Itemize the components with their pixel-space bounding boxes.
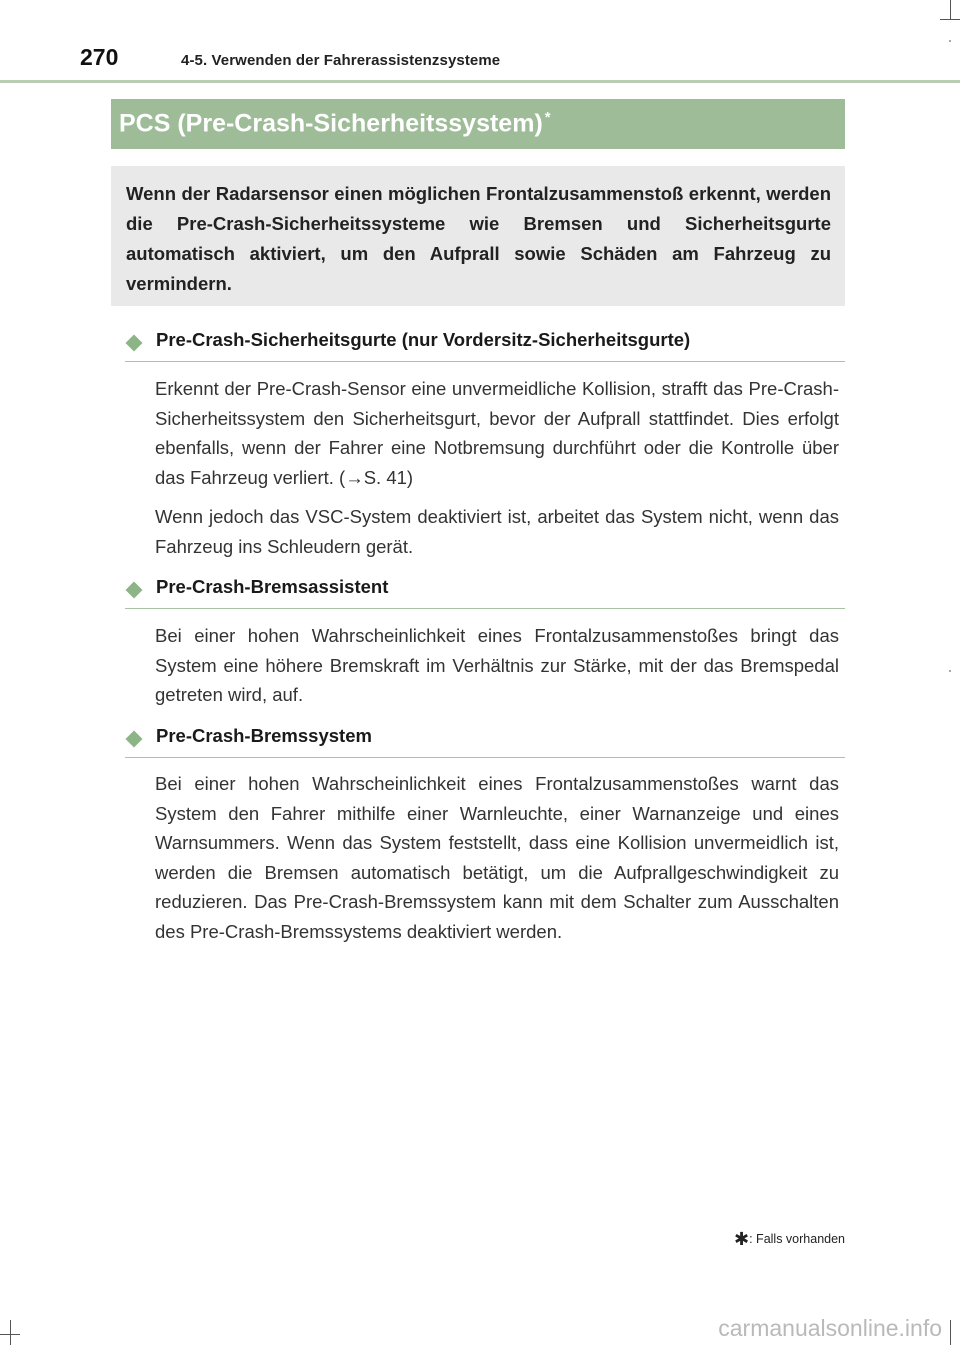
section-title-text: PCS (Pre-Crash-Sicherheitssystem) <box>119 109 543 138</box>
crop-mark <box>0 1334 20 1335</box>
footnote <box>734 1229 845 1250</box>
section-heading-text: Pre-Crash-Bremssystem <box>156 725 372 746</box>
paragraph: Bei einer hohen Wahrscheinlichkeit eines Frontalzusammenstoßes bringt das System eine höhere Bremskraft im Verhältnis zur Stärke, mit der das Bremspedal getreten wird, auf. <box>155 625 839 705</box>
paragraph: Wenn jedoch das VSC-System deaktiviert ist, arbeitet das System nicht, wenn das Fahrzeug ins Schleudern gerät. <box>155 506 839 557</box>
intro-box <box>111 166 845 306</box>
section-heading <box>125 578 845 609</box>
chapter-title: 4-5. Verwenden der Fahrerassistenzsysteme <box>181 52 501 69</box>
section-title <box>119 109 551 138</box>
registration-dot <box>949 40 951 42</box>
crop-mark <box>950 0 951 20</box>
paragraph: Bei einer hohen Wahrscheinlichkeit eines Frontalzusammenstoßes warnt das System den Fahrer mithilfe einer Warnleuchte, einer Warnanzeige und eines Warnsummers. Wenn das System feststellt, dass eine Kollision unvermeidlich ist, werden die Bremsen automatisch betätigt, um die Aufprallgeschwindigkeit zu reduzieren. Das Pre-Crash-Bremssystem kann mit dem Schalter zum Ausschalten des Pre-Crash-Bremssystems deaktiviert werden. <box>155 773 839 942</box>
section-heading <box>125 331 845 362</box>
header-rule <box>0 80 960 83</box>
section-heading-text: Pre-Crash-Bremsassistent <box>156 576 389 597</box>
intro-text: Wenn der Radarsensor einen möglichen Frontalzusammenstoß erkennt, werden die Pre-Crash-Sicherheitssysteme wie Bremsen und Sicherheitsgurte automatisch aktiviert, um den Aufprall sowie Schäden am Fahrzeug zu vermindern. <box>126 183 831 294</box>
crop-mark <box>10 1320 11 1345</box>
registration-dot <box>949 670 951 672</box>
diamond-bullet-icon <box>126 731 143 748</box>
crop-mark <box>950 1320 951 1345</box>
section-heading-text: Pre-Crash-Sicherheitsgurte (nur Vordersitz-Sicherheitsgurte) <box>156 329 691 350</box>
page-number: 270 <box>80 44 119 70</box>
section-heading <box>125 727 845 758</box>
crop-mark <box>940 19 960 20</box>
section-title-bar <box>111 99 845 149</box>
footnote-text: : Falls vorhanden <box>749 1232 845 1246</box>
asterisk-icon: ✱ <box>734 1229 750 1249</box>
paragraph: Erkennt der Pre-Crash-Sensor eine unvermeidliche Kollision, strafft das Pre-Crash-Sicherheitssystem den Sicherheitsgurt, bevor der Aufprall stattfindet. Dies erfolgt ebenfalls, wenn der Fahrer eine Notbremsung durchführt oder die Kontrolle über das Fahrzeug verliert. (→S. 41) <box>155 378 839 488</box>
watermark: carmanualsonline.info <box>718 1315 942 1341</box>
asterisk-icon: * <box>544 109 551 126</box>
diamond-bullet-icon <box>126 582 143 599</box>
diamond-bullet-icon <box>126 335 143 352</box>
